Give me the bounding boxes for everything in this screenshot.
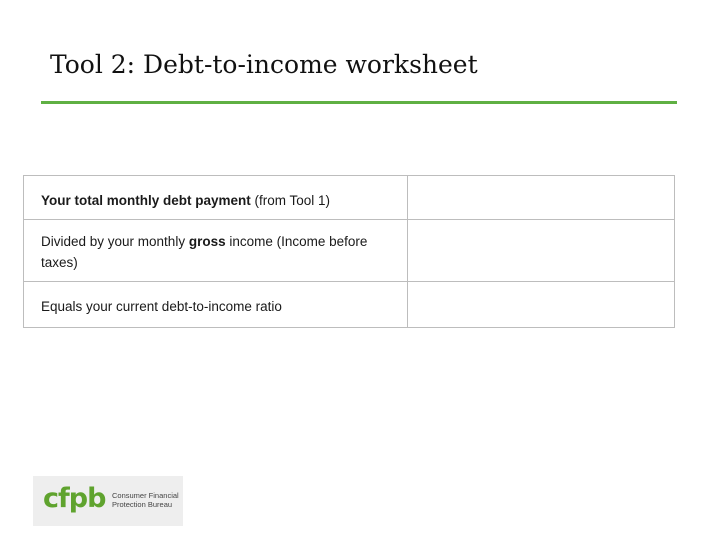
value-cell-total-monthly-debt[interactable] <box>408 176 675 220</box>
cfpb-logo <box>33 476 183 526</box>
row-label-debt-to-income-ratio <box>24 282 408 328</box>
table-row <box>24 220 675 282</box>
table-row <box>24 282 675 328</box>
cfpb-logo-text <box>112 491 179 509</box>
value-cell-debt-to-income-ratio[interactable] <box>408 282 675 328</box>
label-part: gross <box>188 234 226 249</box>
value-cell-gross-income[interactable] <box>408 220 675 282</box>
title-divider <box>41 101 677 104</box>
debt-to-income-worksheet-table <box>23 175 675 328</box>
title-divider-line <box>41 101 677 104</box>
label-part: Divided by your monthly <box>41 234 189 249</box>
label-part: income (Income before taxes) <box>41 234 368 270</box>
label-part: (from Tool 1) <box>254 193 331 208</box>
logo-text-line-2: Protection Bureau <box>112 500 173 509</box>
label-part: Equals your current debt-to-income ratio <box>41 299 282 314</box>
cfpb-logo-mark: cfpb <box>43 483 106 514</box>
table-row <box>24 176 675 220</box>
row-label-total-monthly-debt <box>24 176 408 220</box>
label-part: Your total monthly debt payment <box>41 193 255 208</box>
logo-text-line-1: Consumer Financial <box>112 491 179 500</box>
page-title: Tool 2: Debt-to-income worksheet <box>50 50 478 79</box>
row-label-gross-income <box>24 220 408 282</box>
